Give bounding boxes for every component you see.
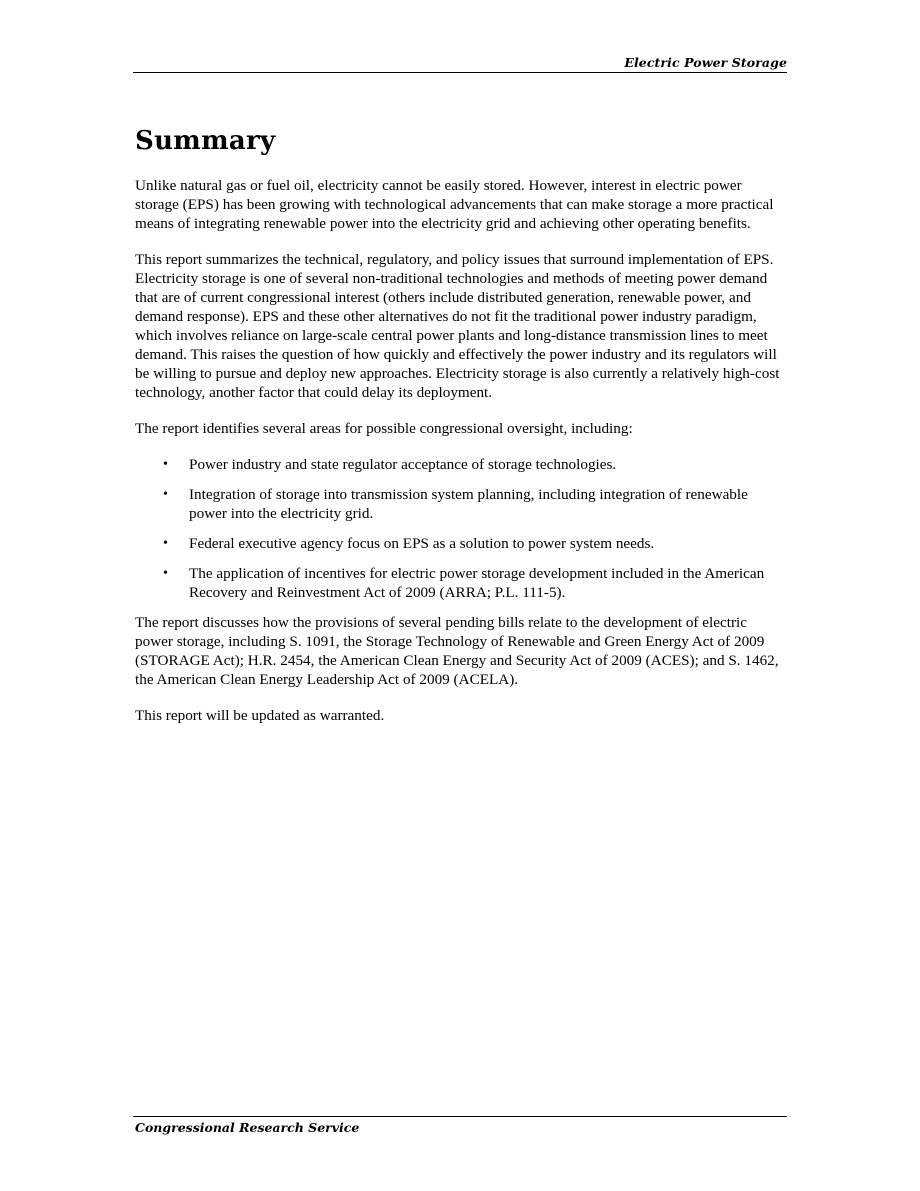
list-item-text: Integration of storage into transmission system planning, including integration of renewable power into the electricity grid. bbox=[189, 486, 748, 522]
oversight-list bbox=[135, 455, 787, 602]
paragraph-update-note: This report will be updated as warranted. bbox=[135, 707, 385, 724]
bullet-icon: • bbox=[163, 566, 168, 581]
list-item bbox=[135, 534, 787, 553]
page-title: Summary bbox=[135, 126, 276, 156]
paragraph-intro: Unlike natural gas or fuel oil, electricity cannot be easily stored. However, interest in electric power storage (EPS) has been growing with technological advancements that can make storage a more practical means of integrating renewable power into the electricity grid and achieving other operating benefits. bbox=[135, 177, 774, 232]
running-footer-organization: Congressional Research Service bbox=[135, 1120, 360, 1135]
list-item bbox=[135, 455, 787, 474]
paragraph-oversight-intro: The report identifies several areas for possible congressional oversight, including: bbox=[135, 420, 633, 437]
document-body bbox=[135, 122, 787, 742]
running-header-title: Electric Power Storage bbox=[624, 55, 787, 70]
paragraph-report-scope: This report summarizes the technical, regulatory, and policy issues that surround implementation of EPS. Electricity storage is one of several non-traditional technologies and methods of meeting power demand that are of current congressional interest (others include distributed generation, renewable power, and demand response). EPS and these other alternatives do not fit the traditional power industry paradigm, which involves reliance on large-scale central power plants and long-distance transmission lines to meet demand. This raises the question of how quickly and effectively the power industry and its regulators will be willing to pursue and deploy new approaches. Electricity storage is also currently a relatively high-cost technology, another factor that could delay its deployment. bbox=[135, 251, 780, 401]
list-item-text: The application of incentives for electric power storage development included in the American Recovery and Reinvestment Act of 2009 (ARRA; P.L. 111-5). bbox=[189, 565, 765, 601]
list-item-text: Federal executive agency focus on EPS as a solution to power system needs. bbox=[189, 535, 655, 552]
header-divider bbox=[133, 72, 787, 73]
footer-divider bbox=[133, 1116, 787, 1117]
bullet-icon: • bbox=[163, 536, 168, 551]
bullet-icon: • bbox=[163, 487, 168, 502]
paragraph-pending-bills: The report discusses how the provisions of several pending bills relate to the development of electric power storage, including S. 1091, the Storage Technology of Renewable and Green Energy Act of 2009 (STORAGE Act); H.R. 2454, the American Clean Energy and Security Act of 2009 (ACES); and S. 1462, the American Clean Energy Leadership Act of 2009 (ACELA). bbox=[135, 614, 779, 688]
list-item bbox=[135, 485, 787, 523]
bullet-icon: • bbox=[163, 457, 168, 472]
list-item-text: Power industry and state regulator acceptance of storage technologies. bbox=[189, 456, 617, 473]
list-item bbox=[135, 564, 787, 602]
